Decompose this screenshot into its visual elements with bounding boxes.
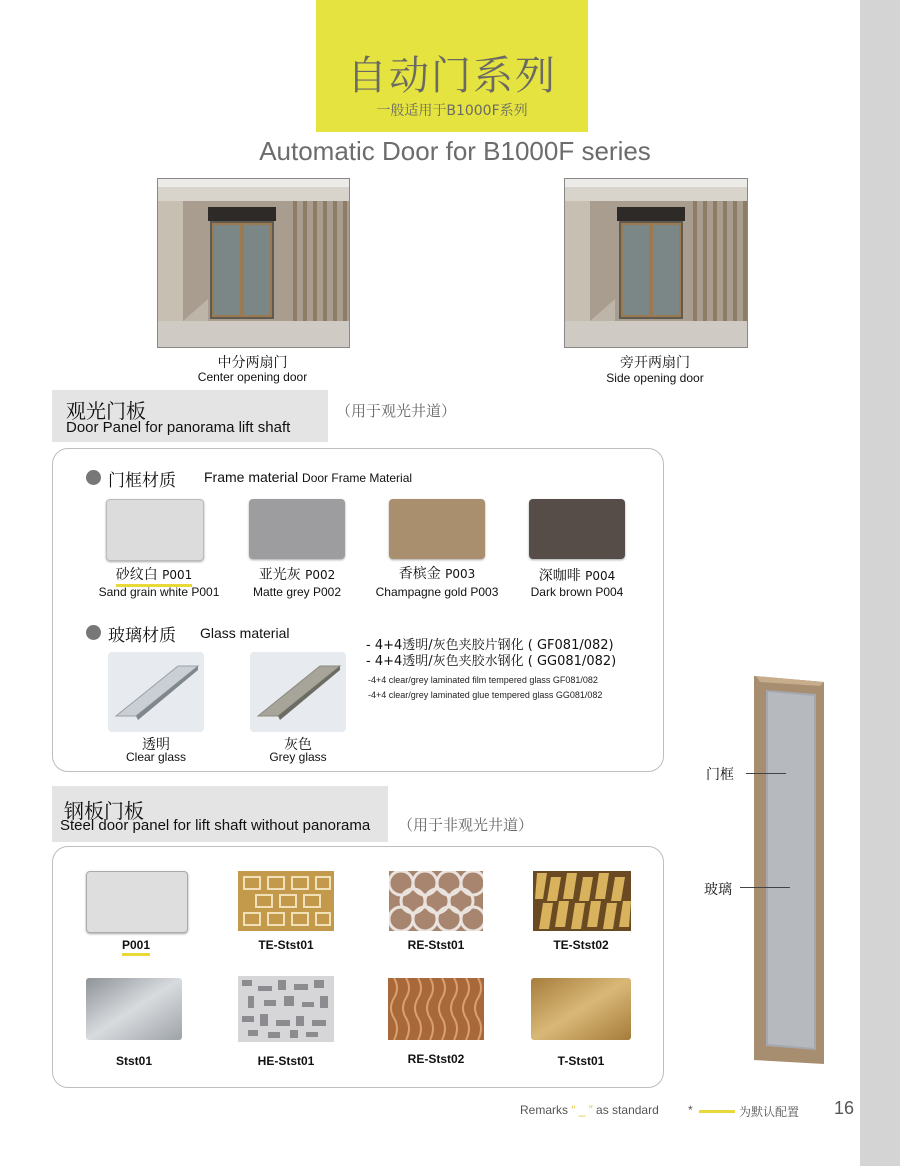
swatch-label-p003 xyxy=(377,563,497,583)
remarks-mark: “ _ ” xyxy=(571,1103,593,1117)
swatch-label-p004 xyxy=(517,565,637,585)
glass-material-title-cn: 玻璃材质 xyxy=(108,626,176,646)
page-number: 16 xyxy=(834,1098,855,1118)
swatch-sand-grain-white[interactable] xyxy=(106,499,204,561)
swatch-re-stst02[interactable] xyxy=(388,978,484,1040)
bullet-icon xyxy=(86,625,101,640)
steel-label-te-stst01: TE-Stst01 xyxy=(258,938,314,952)
steel-section-title-en: Steel door panel for lift shaft without panorama xyxy=(60,817,371,834)
frame-label: 门框 xyxy=(706,767,734,783)
glass-note-en-2: -4+4 clear/grey laminated glue tempered glass GG081/082 xyxy=(368,690,603,700)
swatch-p001-cn: 砂纹白 xyxy=(115,567,158,583)
swatch-label-p001 xyxy=(96,564,212,584)
swatch-champagne-gold[interactable] xyxy=(389,499,485,559)
steel-section-title-cn: 钢板门板 xyxy=(64,799,144,823)
steel-label-t-stst01: T-Stst01 xyxy=(557,1054,605,1068)
clear-glass-cn: 透明 xyxy=(142,737,170,753)
default-underline xyxy=(116,567,193,587)
steel-label-p001 xyxy=(86,938,186,952)
side-opening-door-photo xyxy=(564,178,748,348)
panorama-section-title-en: Door Panel for panorama lift shaft xyxy=(66,419,291,436)
grey-glass-cn: 灰色 xyxy=(284,737,312,753)
swatch-matte-grey[interactable] xyxy=(249,499,345,559)
frame-material-label: Frame material xyxy=(204,469,299,485)
clear-glass-swatch[interactable] xyxy=(108,652,204,732)
page-title-cn: 自动门系列 xyxy=(347,53,557,99)
center-door-caption-en: Center opening door xyxy=(197,370,308,384)
glass-note-cn-2: - 4+4透明/灰色夹胶水钢化 ( GG081/082) xyxy=(366,654,617,669)
default-legend-star: * xyxy=(688,1103,693,1117)
swatch-p001-code: P001 xyxy=(162,568,193,582)
swatch-p002-en: Matte grey P002 xyxy=(252,585,342,599)
swatch-he-stst01[interactable] xyxy=(238,976,334,1042)
bullet-icon xyxy=(86,470,101,485)
default-legend-underline xyxy=(699,1110,735,1113)
steel-section-note: （用于非观光井道） xyxy=(398,816,534,834)
remarks-suffix: as standard xyxy=(596,1103,659,1117)
swatch-label-p002 xyxy=(237,564,357,584)
swatch-p004-code: P004 xyxy=(585,569,616,583)
frame-material-title-en xyxy=(204,469,412,485)
center-opening-door-photo xyxy=(157,178,350,348)
door-frame-diagram xyxy=(754,676,826,1066)
side-door-caption-en: Side opening door xyxy=(606,371,704,385)
steel-label-re-stst01: RE-Stst01 xyxy=(407,938,465,952)
panorama-section-note: （用于观光井道） xyxy=(336,402,457,420)
swatch-steel-p001[interactable] xyxy=(86,871,188,933)
swatch-p003-cn: 香槟金 xyxy=(398,566,441,582)
swatch-p003-code: P003 xyxy=(445,567,476,581)
clear-glass-en: Clear glass xyxy=(125,750,187,764)
glass-note-cn-1: - 4+4透明/灰色夹胶片钢化 ( GF081/082) xyxy=(366,638,614,653)
glass-material-title-en: Glass material xyxy=(200,625,290,641)
swatch-p004-en: Dark brown P004 xyxy=(530,585,624,599)
remarks-prefix: Remarks xyxy=(520,1103,569,1117)
remarks xyxy=(520,1103,659,1117)
swatch-te-stst02[interactable] xyxy=(533,871,631,931)
steel-label-he-stst01: HE-Stst01 xyxy=(257,1054,315,1068)
swatch-stst01[interactable] xyxy=(86,978,182,1040)
frame-material-title-cn: 门框材质 xyxy=(108,471,176,491)
frame-material-label-2: Door Frame Material xyxy=(302,471,413,485)
center-door-caption-cn: 中分两扇门 xyxy=(217,355,288,371)
swatch-p004-cn: 深咖啡 xyxy=(538,568,581,584)
glass-label: 玻璃 xyxy=(704,882,732,898)
glass-note-en-1: -4+4 clear/grey laminated film tempered glass GF081/082 xyxy=(368,675,598,685)
page-title-en: Automatic Door for B1000F series xyxy=(259,136,651,166)
panorama-section-title-cn: 观光门板 xyxy=(66,399,146,423)
swatch-te-stst01[interactable] xyxy=(238,871,334,931)
grey-glass-en: Grey glass xyxy=(269,750,327,764)
glass-leader-line xyxy=(740,887,790,888)
default-legend-text: 为默认配置 xyxy=(739,1105,800,1119)
page-subtitle-cn: 一般适用于B1000F系列 xyxy=(376,103,528,119)
steel-label-stst01: Stst01 xyxy=(115,1054,153,1068)
swatch-dark-brown[interactable] xyxy=(529,499,625,559)
page-sidebar xyxy=(860,0,900,1166)
grey-glass-swatch[interactable] xyxy=(250,652,346,732)
steel-p001-code: P001 xyxy=(122,938,150,956)
swatch-p002-cn: 亚光灰 xyxy=(258,567,301,583)
frame-leader-line xyxy=(746,773,786,774)
swatch-p002-code: P002 xyxy=(305,568,336,582)
swatch-re-stst01[interactable] xyxy=(389,871,483,931)
swatch-p003-en: Champagne gold P003 xyxy=(375,585,499,599)
steel-label-re-stst02: RE-Stst02 xyxy=(407,1052,465,1066)
swatch-t-stst01[interactable] xyxy=(531,978,631,1040)
steel-label-te-stst02: TE-Stst02 xyxy=(553,938,609,952)
side-door-caption-cn: 旁开两扇门 xyxy=(620,355,690,371)
swatch-p001-en: Sand grain white P001 xyxy=(98,585,220,599)
